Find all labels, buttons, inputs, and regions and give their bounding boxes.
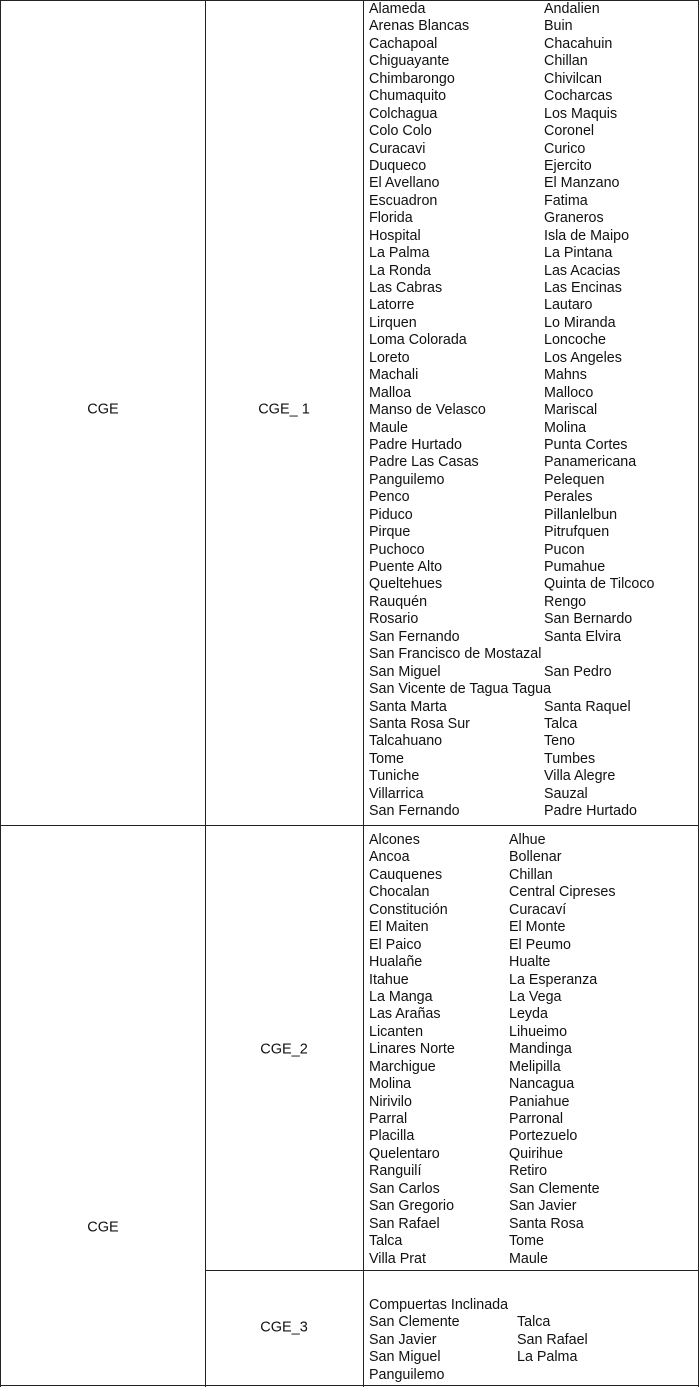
substation-name: Padre Hurtado [544, 803, 637, 820]
substation-name: Padre Las Casas [369, 454, 479, 471]
substation-name: Fatima [544, 192, 588, 209]
substation-name: Perales [544, 489, 593, 506]
table-border-right [698, 0, 699, 1387]
substation-name: Santa Rosa [509, 1215, 584, 1232]
substation-name: Santa Rosa Sur [369, 715, 470, 732]
substation-name: La Pintana [544, 245, 613, 262]
circuit-code-label: CGE_ 1 [258, 401, 310, 418]
substation-name: Santa Elvira [544, 628, 622, 645]
substation-name: Andalien [544, 1, 600, 17]
substation-name: Machali [369, 367, 419, 384]
substation-name: Duqueco [369, 157, 427, 174]
substation-name: Pirque [369, 524, 411, 541]
substation-name: Linares Norte [369, 1041, 455, 1058]
substation-name: Graneros [544, 210, 604, 227]
substation-name: Panguilemo [369, 471, 445, 488]
substation-name: El Peumo [509, 936, 571, 953]
substation-name: San Bernardo [544, 611, 633, 628]
substation-name: San Fernando [369, 628, 460, 645]
substation-name: Panguilemo [369, 1366, 445, 1383]
substation-name: El Paico [369, 936, 422, 953]
substation-name: Colo Colo [369, 123, 432, 140]
substation-name: Lautaro [544, 297, 593, 314]
substation-name: Alameda [369, 1, 426, 17]
substation-name: San Javier [509, 1198, 577, 1215]
substation-name: Chimbarongo [369, 70, 455, 87]
substation-name: Parral [369, 1111, 408, 1127]
substation-name: San Gregorio [369, 1198, 455, 1215]
table-border-left [0, 0, 1, 1387]
company-label: CGE [87, 401, 119, 418]
substation-name: San Clemente [369, 1314, 460, 1331]
substation-name: Lihueimo [509, 1023, 568, 1040]
substation-name: Quirihue [509, 1145, 564, 1162]
substation-name: Pumahue [544, 559, 606, 575]
substation-name: Las Cabras [369, 280, 443, 296]
column-divider-2 [363, 0, 364, 1387]
substation-name: Chumaquito [369, 88, 447, 105]
substation-name: Pucon [544, 541, 585, 558]
substation-name: Maule [509, 1250, 548, 1267]
substation-name: La Vega [509, 988, 562, 1005]
substation-name: Loma Colorada [369, 332, 467, 349]
substation-name: Lo Miranda [544, 314, 616, 331]
substation-name: El Maiten [369, 919, 429, 936]
substation-name: Maule [369, 419, 408, 436]
substation-name: Mahns [544, 367, 587, 384]
substation-name: Paniahue [509, 1093, 570, 1110]
substation-name: San Carlos [369, 1180, 440, 1197]
substation-name: Penco [369, 489, 410, 506]
substation-name: Alhue [509, 832, 546, 848]
substation-name: Teno [544, 733, 576, 750]
substation-name: Nirivilo [369, 1093, 412, 1110]
substation-name: Hualte [509, 954, 551, 971]
substation-name: Las Acacias [544, 262, 621, 279]
substation-name: Mandinga [509, 1041, 572, 1058]
group-divider [0, 825, 699, 826]
substation-name: Santa Raquel [544, 698, 631, 715]
substation-name: Panamericana [544, 454, 637, 471]
column-divider-1 [205, 0, 206, 1387]
subgroup-divider [205, 1270, 699, 1271]
substation-name: Rosario [369, 611, 419, 628]
substation-name: Tome [369, 750, 404, 767]
substation-name: Malloco [544, 384, 594, 401]
substation-name: Sauzal [544, 785, 588, 802]
substation-name: Molina [544, 419, 587, 436]
substation-name: Lirquen [369, 314, 417, 331]
substation-name: Central Cipreses [509, 884, 616, 901]
substation-name: Rengo [544, 593, 587, 610]
substation-name: Ejercito [544, 157, 592, 174]
substation-name: Punta Cortes [544, 436, 628, 453]
substation-name: Hualañe [369, 954, 423, 971]
substation-name: Ranguilí [369, 1163, 422, 1180]
substation-name: Puchoco [369, 541, 425, 558]
substation-name: Rauquén [369, 593, 428, 610]
substation-name: Compuertas Inclinada [369, 1297, 509, 1313]
substation-name: San Rafael [517, 1331, 588, 1348]
substation-name: Chillan [509, 866, 553, 883]
substation-name: Leyda [509, 1006, 548, 1023]
substation-name: El Monte [509, 919, 566, 936]
substation-name: Talca [369, 1233, 403, 1250]
substation-name: Pitrufquen [544, 524, 610, 541]
substation-name: Molina [369, 1076, 412, 1093]
substation-name: Padre Hurtado [369, 436, 462, 453]
substation-name: Itahue [369, 971, 409, 988]
substation-name: Malloa [369, 384, 412, 401]
substation-name: Loncoche [544, 332, 607, 349]
substation-name: San Fernando [369, 803, 460, 820]
substation-name: Ancoa [369, 849, 410, 866]
substation-name: Curacaví [509, 901, 567, 918]
substation-name: Loreto [369, 349, 410, 366]
substation-name: Portezuelo [509, 1128, 578, 1145]
substation-name: Queltehues [369, 576, 443, 593]
substation-name: Chacahuin [544, 35, 613, 52]
substation-name: Cocharcas [544, 88, 613, 105]
substation-name: Mariscal [544, 402, 598, 419]
substation-name: La Esperanza [509, 971, 598, 988]
substation-name: La Palma [369, 245, 430, 262]
substation-name: Puente Alto [369, 559, 443, 575]
substation-name: San Pedro [544, 663, 612, 680]
substation-name: Isla de Maipo [544, 227, 630, 244]
substation-name: San Francisco de Mostazal [369, 646, 542, 663]
substation-name: Colchagua [369, 105, 438, 122]
substation-name: Parronal [509, 1111, 564, 1127]
substation-name: Los Angeles [544, 349, 622, 366]
table-border-bottom [0, 1385, 699, 1386]
substation-name: San Vicente de Tagua Tagua [369, 681, 552, 698]
substation-name: Curacavi [369, 140, 426, 157]
substation-name: Cachapoal [369, 35, 438, 52]
substation-name: Constitución [369, 901, 448, 918]
substation-name: Las Encinas [544, 280, 622, 296]
substation-name: San Miguel [369, 1349, 441, 1366]
substation-name: Curico [544, 140, 586, 157]
substation-name: Escuadron [369, 192, 438, 209]
substation-name: Pillanlelbun [544, 506, 618, 523]
substation-name: Tumbes [544, 750, 596, 767]
substation-name: Alcones [369, 832, 420, 848]
substation-name: Marchigue [369, 1058, 436, 1075]
substation-name: Bollenar [509, 849, 562, 866]
substation-name: Chiguayante [369, 53, 450, 70]
substation-name: Villa Alegre [544, 768, 616, 785]
substation-name: La Ronda [369, 262, 432, 279]
substation-name: Santa Marta [369, 698, 447, 715]
substation-name: Licanten [369, 1023, 424, 1040]
substation-name: Placilla [369, 1128, 415, 1145]
substation-name: San Javier [369, 1331, 437, 1348]
substation-name: San Rafael [369, 1215, 440, 1232]
substation-name: Cauquenes [369, 866, 443, 883]
substation-name: Chillan [544, 53, 588, 70]
substation-name: Pelequen [544, 471, 605, 488]
substation-name: Tome [509, 1233, 544, 1250]
substation-name: Piduco [369, 506, 413, 523]
company-label: CGE [87, 1219, 119, 1236]
substation-name: Chivilcan [544, 70, 603, 87]
substation-name: Tuniche [369, 768, 420, 785]
substation-name: Quinta de Tilcoco [544, 576, 655, 593]
substation-name: Chocalan [369, 884, 430, 901]
substation-name: San Clemente [509, 1180, 600, 1197]
substation-name: El Avellano [369, 175, 440, 192]
substation-name: Retiro [509, 1163, 548, 1180]
substation-name: Talca [517, 1314, 551, 1331]
substation-name: El Manzano [544, 175, 620, 192]
substation-name: La Manga [369, 988, 433, 1005]
substation-name: Manso de Velasco [369, 402, 486, 419]
substation-name: Arenas Blancas [369, 18, 470, 35]
substation-name: Coronel [544, 123, 595, 140]
substation-name: Buin [544, 18, 573, 35]
substation-name: Talcahuano [369, 733, 443, 750]
substation-name: Villarrica [369, 785, 424, 802]
substation-name: Los Maquis [544, 105, 618, 122]
substation-name: Villa Prat [369, 1250, 426, 1267]
substation-name: Hospital [369, 227, 421, 244]
circuit-code-label: CGE_2 [260, 1041, 308, 1058]
substation-name: Latorre [369, 297, 415, 314]
substation-name: San Miguel [369, 663, 441, 680]
substation-name: Florida [369, 210, 413, 227]
substation-name: Nancagua [509, 1076, 575, 1093]
substation-name: Melipilla [509, 1058, 561, 1075]
substation-name: Talca [544, 715, 578, 732]
substation-name: Las Arañas [369, 1006, 441, 1023]
substation-name: La Palma [517, 1349, 578, 1366]
substation-name: Quelentaro [369, 1145, 440, 1162]
circuit-code-label: CGE_3 [260, 1319, 308, 1336]
